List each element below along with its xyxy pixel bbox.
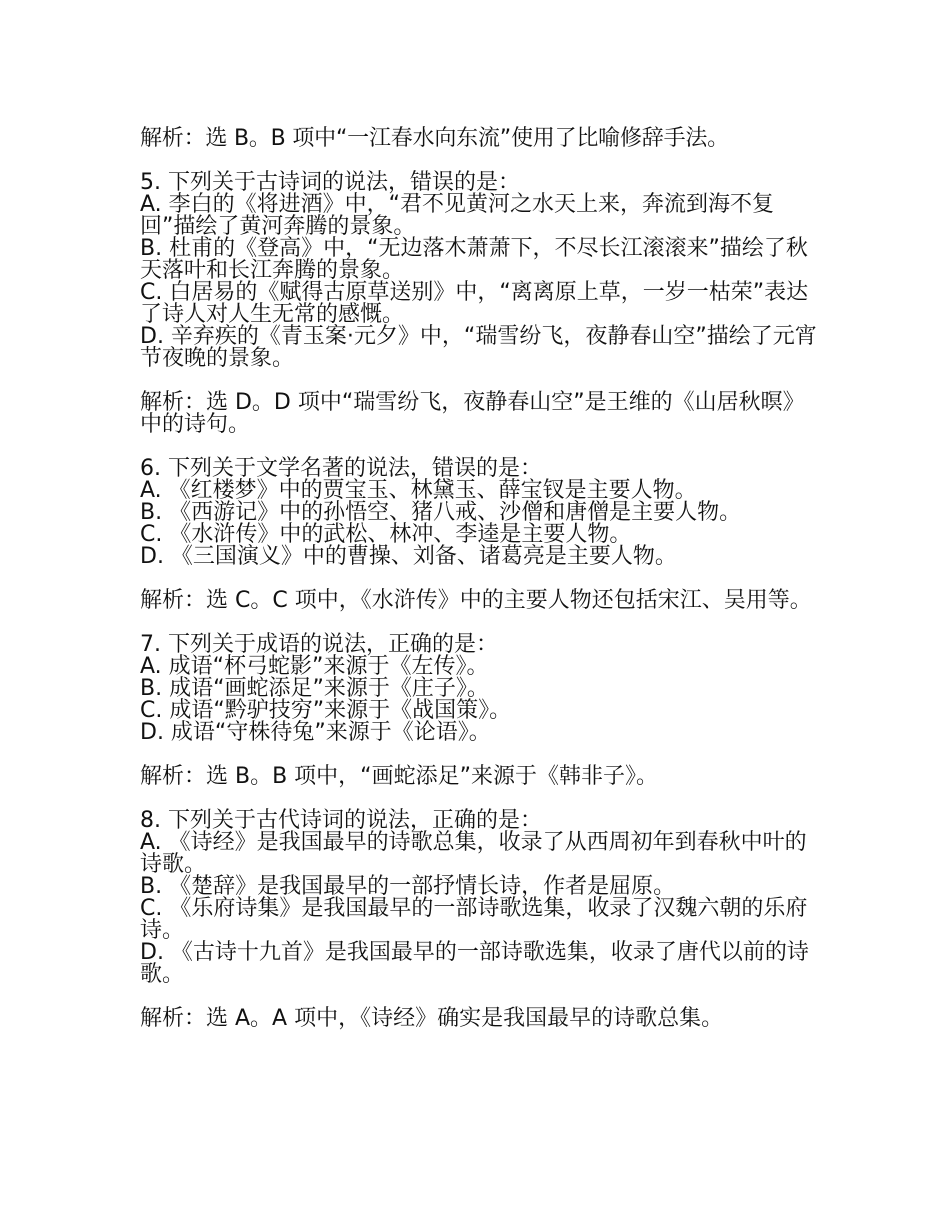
analysis-text: 解析：选 B。B 项中“一江春水向东流”使用了比喻修辞手法。 xyxy=(140,126,729,151)
option-a: A. 成语“杯弓蛇影”来源于《左传》。 xyxy=(140,654,489,679)
question-title: 8. 下列关于古代诗词的说法，正确的是： xyxy=(140,808,542,833)
option-c: C. 白居易的《赋得古原草送别》中，“离离原上草，一岁一枯荣”表达了诗人对人生无常的感慨。 xyxy=(140,280,809,327)
question-5 xyxy=(140,172,820,370)
question-title: 5. 下列关于古诗词的说法，错误的是： xyxy=(140,170,520,195)
question-7 xyxy=(140,634,820,744)
document-page xyxy=(140,128,820,1052)
analysis-text: 解析：选 A。A 项中，《诗经》确实是我国最早的诗歌总集。 xyxy=(140,1006,724,1031)
option-a: A. 《红楼梦》中的贾宝玉、林黛玉、薛宝钗是主要人物。 xyxy=(140,478,697,503)
option-c: C. 成语“黔驴技穷”来源于《战国策》。 xyxy=(140,698,512,723)
option-a: A. 《诗经》是我国最早的诗歌总集，收录了从西周初年到春秋中叶的诗歌。 xyxy=(140,830,807,877)
option-d: D. 《古诗十九首》是我国最早的一部诗歌选集，收录了唐代以前的诗歌。 xyxy=(140,940,809,987)
option-d: D. 《三国演义》中的曹操、刘备、诸葛亮是主要人物。 xyxy=(140,544,677,569)
analysis-text: 解析：选 B。B 项中，“画蛇添足”来源于《韩非子》。 xyxy=(140,764,658,789)
option-d: D. 辛弃疾的《青玉案·元夕》中，“瑞雪纷飞，夜静春山空”描绘了元宵节夜晚的景象。 xyxy=(140,324,817,371)
question-8 xyxy=(140,810,820,986)
option-b: B. 《西游记》中的孙悟空、猪八戒、沙僧和唐僧是主要人物。 xyxy=(140,500,742,525)
question-title: 6. 下列关于文学名著的说法，错误的是： xyxy=(140,456,542,481)
analysis-text: 解析：选 D。D 项中“瑞雪纷飞，夜静春山空”是王维的《山居秋暝》中的诗句。 xyxy=(140,390,805,437)
question-title: 7. 下列关于成语的说法，正确的是： xyxy=(140,632,498,657)
analysis-text: 解析：选 C。C 项中，《水浒传》中的主要人物还包括宋江、吴用等。 xyxy=(140,588,812,613)
option-a: A. 李白的《将进酒》中，“君不见黄河之水天上来，奔流到海不复回”描绘了黄河奔腾的景象。 xyxy=(140,192,775,239)
option-c: C. 《水浒传》中的武松、林冲、李逵是主要人物。 xyxy=(140,522,632,547)
option-d: D. 成语“守株待兔”来源于《论语》。 xyxy=(140,720,491,745)
option-b: B. 《楚辞》是我国最早的一部抒情长诗，作者是屈原。 xyxy=(140,874,676,899)
question-6 xyxy=(140,458,820,568)
option-c: C. 《乐府诗集》是我国最早的一部诗歌选集，收录了汉魏六朝的乐府诗。 xyxy=(140,896,808,943)
option-b: B. 杜甫的《登高》中，“无边落木萧萧下，不尽长江滚滚来”描绘了秋天落叶和长江奔腾的景象。 xyxy=(140,236,808,283)
option-b: B. 成语“画蛇添足”来源于《庄子》。 xyxy=(140,676,489,701)
